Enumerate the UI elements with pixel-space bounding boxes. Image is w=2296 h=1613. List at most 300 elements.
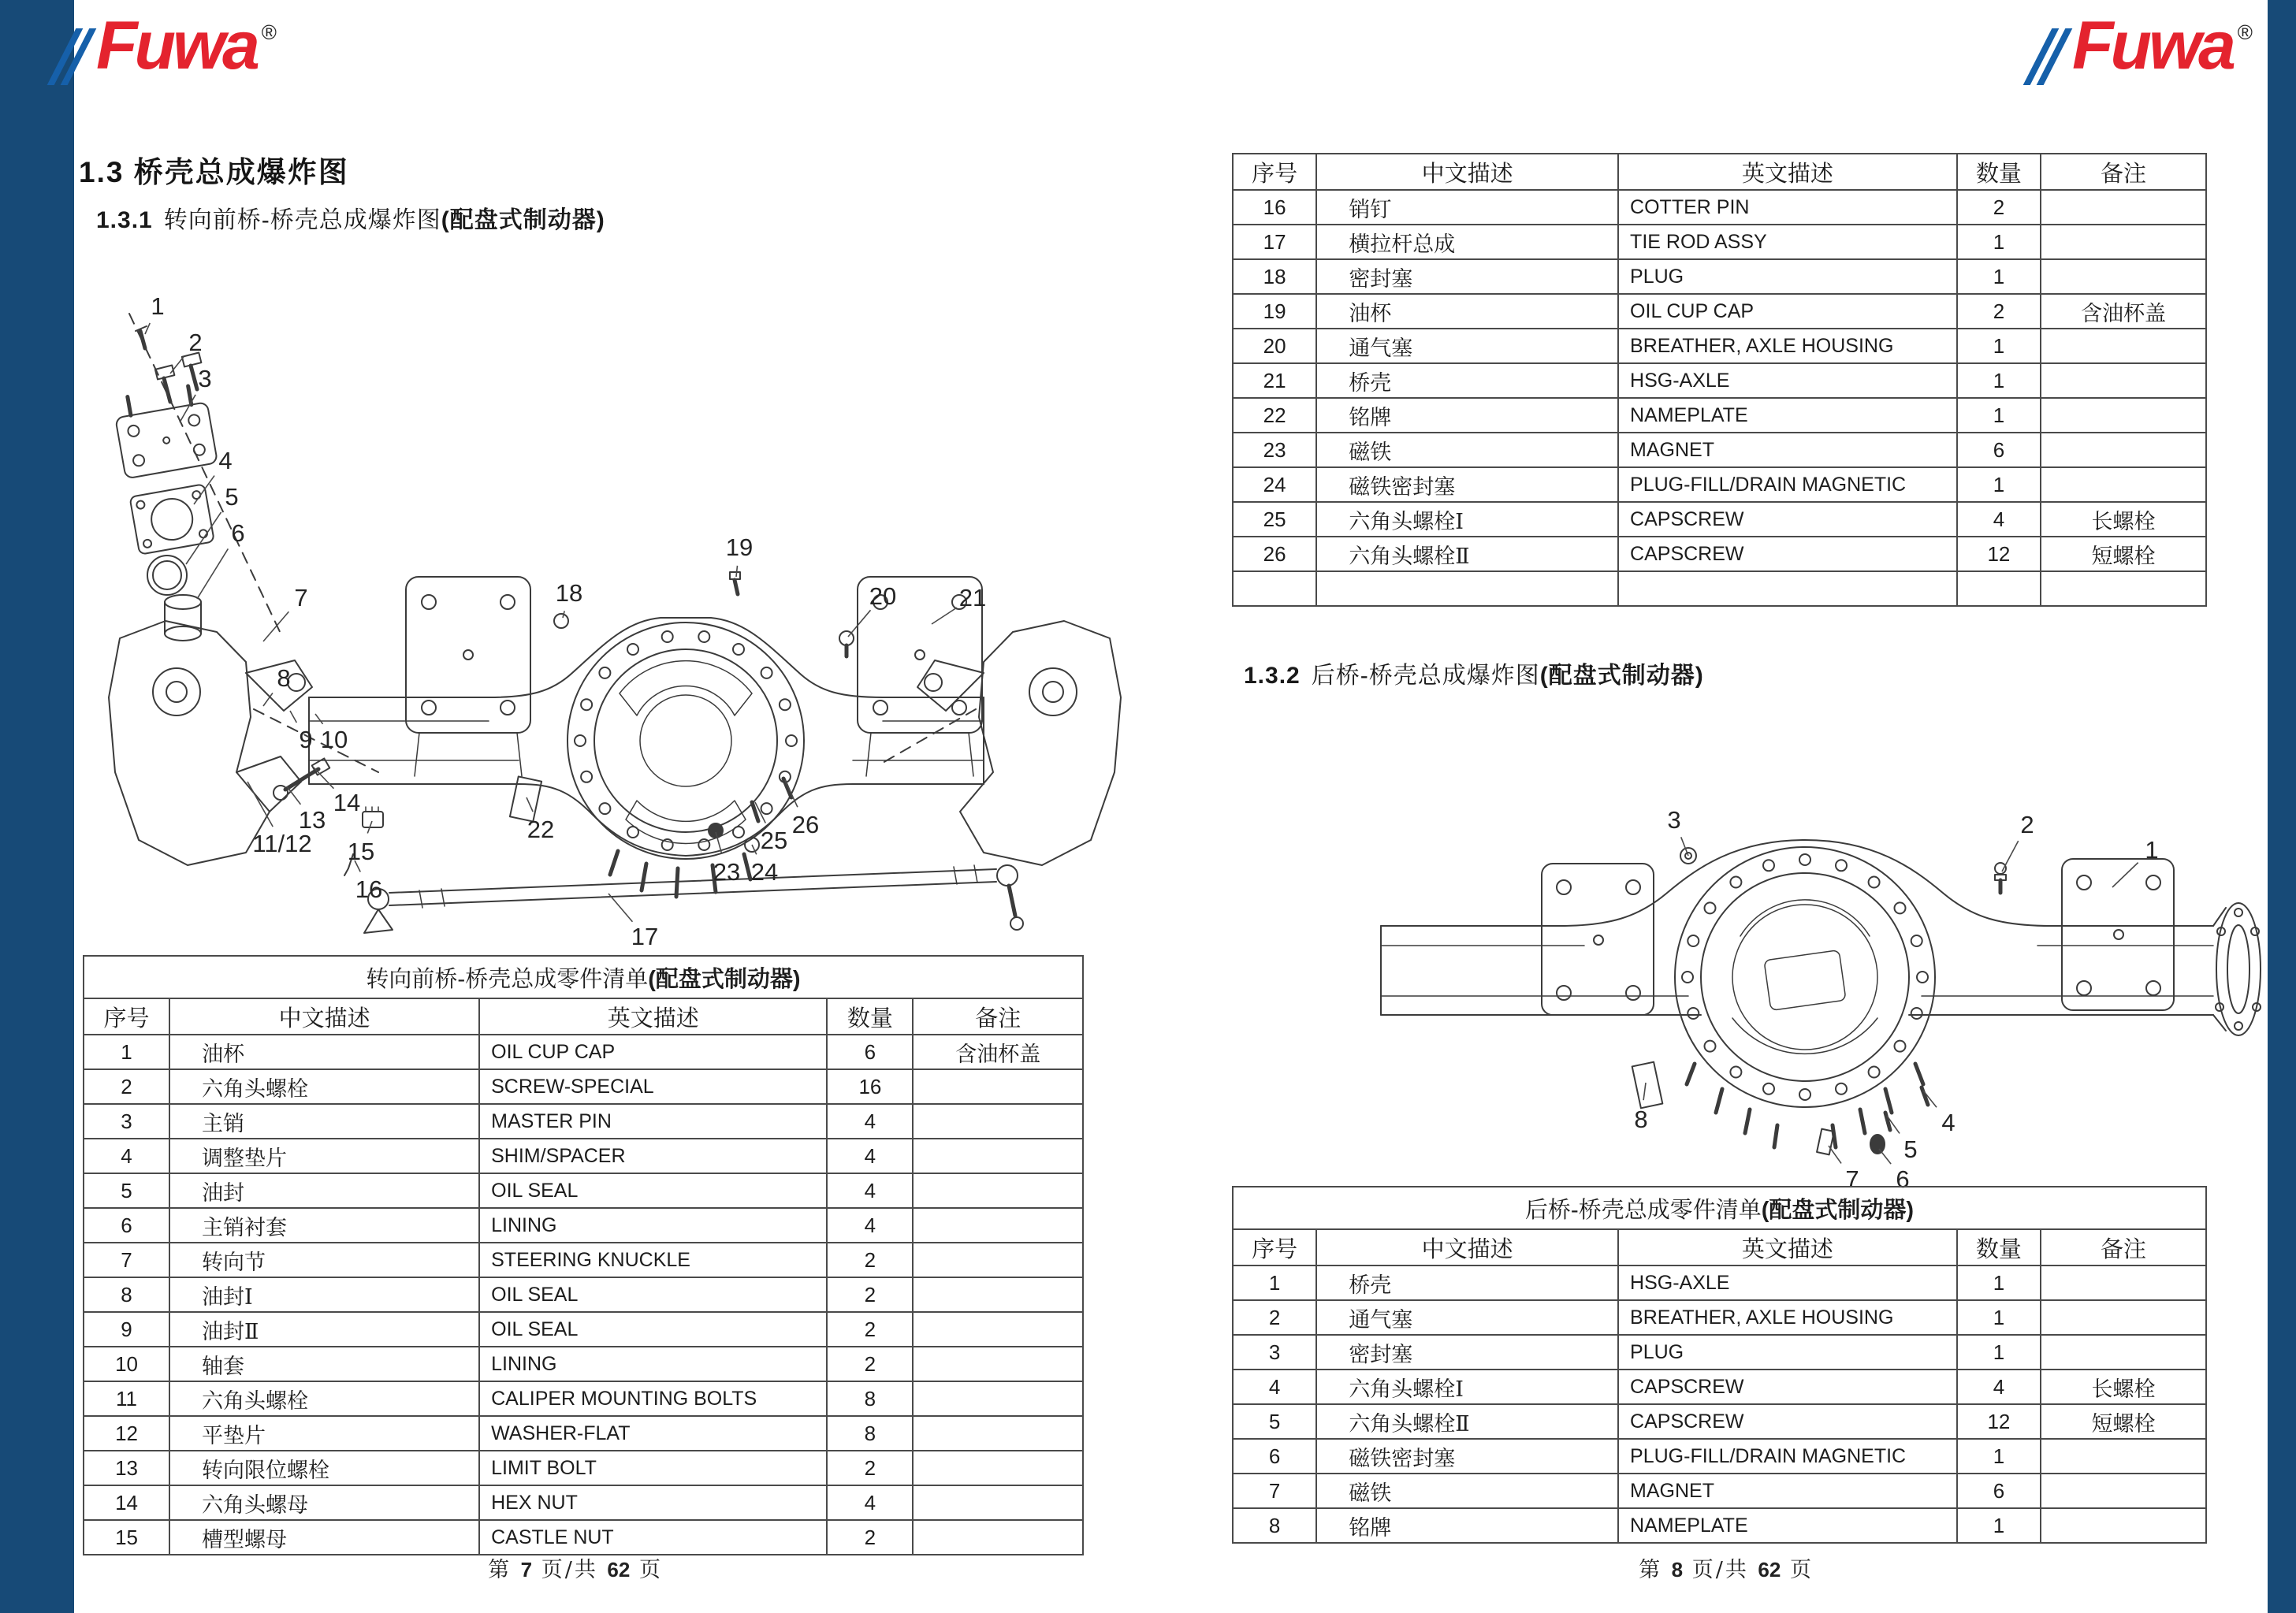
cell-qty: 2 — [1957, 294, 2041, 329]
table-row — [1233, 1404, 2206, 1439]
cell-note: 长螺栓 — [2041, 502, 2206, 537]
cell-qty: 2 — [827, 1520, 913, 1555]
cell-cn — [1316, 571, 1618, 606]
cell-no: 5 — [1233, 1404, 1316, 1439]
callout-label: 16 — [355, 875, 383, 903]
bolt-hole — [1911, 1008, 1922, 1019]
table-row — [1233, 398, 2206, 433]
callout-label: 22 — [527, 816, 555, 843]
logo-wordmark: Fuwa — [96, 8, 257, 84]
cell-en: HSG-AXLE — [1618, 363, 1957, 398]
cell-en: STEERING KNUCKLE — [479, 1243, 827, 1277]
cell-cn: 油封Ⅱ — [169, 1312, 479, 1347]
cell-qty: 4 — [827, 1485, 913, 1520]
col-header-qty: 数量 — [827, 998, 913, 1035]
front-axle-parts-table — [83, 955, 1084, 1555]
cell-en: MASTER PIN — [479, 1104, 827, 1139]
cell-qty: 2 — [827, 1347, 913, 1381]
table-row — [84, 1347, 1083, 1381]
section-heading-1-3-2 — [1244, 656, 1704, 690]
table-row — [1233, 571, 2206, 606]
table-row — [84, 1485, 1083, 1520]
cell-no: 21 — [1233, 363, 1316, 398]
cell-qty: 6 — [1957, 1474, 2041, 1508]
table-row — [1233, 502, 2206, 537]
bolt-hole — [662, 631, 673, 642]
cell-en: OIL SEAL — [479, 1173, 827, 1208]
callout-label: 7 — [1845, 1165, 1859, 1190]
cell-qty: 1 — [1957, 1439, 2041, 1474]
col-header-note: 备注 — [913, 998, 1083, 1035]
diff-flange-bolt-ring — [1682, 854, 1928, 1100]
cell-note — [2041, 571, 2206, 606]
bolt-hole — [786, 735, 797, 746]
fuwa-logo — [2037, 8, 2253, 109]
cell-en: OIL CUP CAP — [1618, 294, 1957, 329]
cell-en: CAPSCREW — [1618, 1404, 1957, 1439]
logo-wordmark: Fuwa — [2072, 8, 2233, 84]
callout-leader-line — [563, 611, 564, 618]
cell-note — [2041, 225, 2206, 259]
cell-cn: 六角头螺栓 — [169, 1069, 479, 1104]
table-title: 转向前桥-桥壳总成零件清单 — [366, 964, 649, 992]
cell-en: MAGNET — [1618, 433, 1957, 467]
cell-note — [913, 1243, 1083, 1277]
cell-note: 短螺栓 — [2041, 537, 2206, 571]
cell-no: 9 — [84, 1312, 169, 1347]
heading-text: 转向前桥-桥壳总成爆炸图 — [163, 207, 441, 233]
cell-no: 8 — [1233, 1508, 1316, 1543]
table-title-row — [84, 956, 1083, 998]
bolt-hole — [1688, 1008, 1699, 1019]
cell-cn: 六角头螺母 — [169, 1485, 479, 1520]
table-row — [84, 1139, 1083, 1173]
cell-no: 24 — [1233, 467, 1316, 502]
callout-leader-line — [1681, 837, 1688, 856]
bolt-hole — [1917, 972, 1928, 983]
bolt-hole — [1730, 877, 1741, 888]
cell-qty: 1 — [1957, 259, 2041, 294]
cell-en: OIL SEAL — [479, 1312, 827, 1347]
callout-leader-line — [263, 611, 288, 641]
cell-qty: 8 — [827, 1381, 913, 1416]
callout-label: 14 — [333, 789, 361, 816]
bolt-hole — [761, 803, 772, 814]
callout-leader-line — [736, 566, 737, 577]
cell-en: COTTER PIN — [1618, 190, 1957, 225]
callout-leader-line — [247, 782, 273, 827]
cell-en: HSG-AXLE — [1618, 1265, 1957, 1300]
cell-note: 含油杯盖 — [913, 1035, 1083, 1069]
rear-axle-parts-table — [1232, 1186, 2207, 1544]
cell-en: CAPSCREW — [1618, 1370, 1957, 1404]
table-row — [1233, 363, 2206, 398]
cell-qty: 4 — [827, 1139, 913, 1173]
cell-note — [2041, 398, 2206, 433]
cell-cn: 铭牌 — [1316, 1508, 1618, 1543]
cell-note — [913, 1416, 1083, 1451]
cell-note — [913, 1381, 1083, 1416]
heading-bold-text: (配盘式制动器) — [441, 207, 605, 233]
cell-no: 11 — [84, 1381, 169, 1416]
callout-leader-line — [315, 714, 323, 724]
bolt-hole — [1763, 1083, 1774, 1095]
cell-en: PLUG-FILL/DRAIN MAGNETIC — [1618, 467, 1957, 502]
bolt-hole — [1688, 935, 1699, 946]
cell-cn: 六角头螺栓Ⅱ — [1316, 1404, 1618, 1439]
bolt-hole — [698, 631, 709, 642]
bolt-hole — [627, 644, 638, 655]
registered-mark: ® — [2237, 20, 2253, 44]
cell-qty: 4 — [1957, 502, 2041, 537]
rear-diagram-callouts — [1634, 806, 2158, 1190]
cell-no: 2 — [1233, 1300, 1316, 1335]
col-header-cn: 中文描述 — [1316, 1229, 1618, 1265]
cell-no: 15 — [84, 1520, 169, 1555]
footer-text: 页 — [638, 1558, 663, 1582]
cell-en: BREATHER, AXLE HOUSING — [1618, 1300, 1957, 1335]
footer-total-pages: 62 — [1758, 1558, 1781, 1581]
cell-no: 10 — [84, 1347, 169, 1381]
table-row — [1233, 467, 2206, 502]
section-heading-1-3: 1.3 桥壳总成爆炸图 — [79, 156, 349, 188]
bolt-hole — [1763, 860, 1774, 871]
col-header-en: 英文描述 — [1618, 1229, 1957, 1265]
heading-bold-text: (配盘式制动器) — [1539, 663, 1704, 689]
cell-en: OIL SEAL — [479, 1277, 827, 1312]
callout-label: 13 — [298, 806, 326, 834]
cell-qty: 1 — [1957, 398, 2041, 433]
cell-cn: 主销 — [169, 1104, 479, 1139]
table-row — [84, 1243, 1083, 1277]
cell-cn: 销钉 — [1316, 190, 1618, 225]
bolt-hole — [599, 803, 610, 814]
bolt-hole — [1869, 877, 1880, 888]
callout-label: 19 — [725, 533, 754, 561]
callout-label: 21 — [958, 584, 987, 611]
table-row — [1233, 433, 2206, 467]
callout-leader-line — [848, 610, 870, 637]
bolt-hole — [1836, 1083, 1847, 1095]
cell-qty: 1 — [1957, 467, 2041, 502]
cell-no: 25 — [1233, 502, 1316, 537]
table-row — [1233, 294, 2206, 329]
table-row — [1233, 225, 2206, 259]
cell-en: CASTLE NUT — [479, 1520, 827, 1555]
col-header-en: 英文描述 — [1618, 154, 1957, 190]
bolt-hole — [1836, 860, 1847, 871]
bolt-hole — [1705, 1041, 1716, 1052]
cell-no: 14 — [84, 1485, 169, 1520]
cell-note — [2041, 1300, 2206, 1335]
footer-text: 第 — [1639, 1558, 1663, 1582]
callout-label: 1 — [151, 292, 165, 320]
footer-text: 页/共 — [1691, 1558, 1749, 1582]
cell-cn: 主销衬套 — [169, 1208, 479, 1243]
table-title: 后桥-桥壳总成零件清单 — [1524, 1195, 1762, 1223]
cell-cn: 转向限位螺栓 — [169, 1451, 479, 1485]
bolt-hole — [599, 667, 610, 678]
callout-label: 4 — [218, 447, 233, 474]
cell-en: PLUG — [1618, 259, 1957, 294]
cell-cn: 横拉杆总成 — [1316, 225, 1618, 259]
cell-note: 含油杯盖 — [2041, 294, 2206, 329]
callout-label: 26 — [791, 811, 820, 838]
cell-qty: 1 — [1957, 1508, 2041, 1543]
bolt-hole — [761, 667, 772, 678]
cell-no — [1233, 571, 1316, 606]
cell-en: MAGNET — [1618, 1474, 1957, 1508]
callout-label: 3 — [198, 365, 212, 392]
cell-no: 5 — [84, 1173, 169, 1208]
col-header-qty: 数量 — [1957, 154, 2041, 190]
bolt-hole — [1869, 1067, 1880, 1078]
cell-en: TIE ROD ASSY — [1618, 225, 1957, 259]
cell-cn: 油杯 — [1316, 294, 1618, 329]
cell-qty: 1 — [1957, 363, 2041, 398]
cell-note: 长螺栓 — [2041, 1370, 2206, 1404]
col-header-note: 备注 — [2041, 154, 2206, 190]
cell-cn: 密封塞 — [1316, 259, 1618, 294]
callout-label: 9 — [299, 726, 313, 753]
callout-label: 2 — [2020, 811, 2034, 838]
cell-cn: 磁铁 — [1316, 433, 1618, 467]
callout-label: 6 — [1896, 1165, 1910, 1190]
cell-no: 13 — [84, 1451, 169, 1485]
cell-note — [2041, 1474, 2206, 1508]
cell-no: 23 — [1233, 433, 1316, 467]
cell-note — [2041, 259, 2206, 294]
cell-no: 8 — [84, 1277, 169, 1312]
callout-label: 2 — [188, 329, 203, 356]
cell-no: 26 — [1233, 537, 1316, 571]
table-row — [84, 1312, 1083, 1347]
table-row — [84, 1104, 1083, 1139]
cell-en: HEX NUT — [479, 1485, 827, 1520]
cell-qty: 4 — [827, 1208, 913, 1243]
col-header-note: 备注 — [2041, 1229, 2206, 1265]
cell-en: LINING — [479, 1347, 827, 1381]
cell-en: PLUG-FILL/DRAIN MAGNETIC — [1618, 1439, 1957, 1474]
cell-en: SCREW-SPECIAL — [479, 1069, 827, 1104]
cell-note — [913, 1485, 1083, 1520]
cell-note — [2041, 1439, 2206, 1474]
bolt-hole — [1799, 854, 1810, 865]
cell-en: LINING — [479, 1208, 827, 1243]
cell-cn: 磁铁 — [1316, 1474, 1618, 1508]
cell-qty: 2 — [1957, 190, 2041, 225]
table-row — [84, 1416, 1083, 1451]
callout-leader-line — [1879, 1149, 1891, 1164]
table-row — [84, 1277, 1083, 1312]
cell-qty: 6 — [1957, 433, 2041, 467]
callout-label: 23 — [713, 858, 741, 886]
table-row — [1233, 1508, 2206, 1543]
table-row — [1233, 259, 2206, 294]
cell-en: NAMEPLATE — [1618, 1508, 1957, 1543]
cell-note — [2041, 1265, 2206, 1300]
cell-no: 6 — [1233, 1439, 1316, 1474]
footer-text: 第 — [488, 1558, 512, 1582]
table-row — [84, 1035, 1083, 1069]
cell-cn: 磁铁密封塞 — [1316, 1439, 1618, 1474]
cell-note — [2041, 190, 2206, 225]
table-row — [1233, 1265, 2206, 1300]
cell-qty: 4 — [827, 1104, 913, 1139]
cell-en: CAPSCREW — [1618, 502, 1957, 537]
cell-note — [913, 1312, 1083, 1347]
cell-qty: 1 — [1957, 1265, 2041, 1300]
callout-leader-line — [194, 476, 214, 504]
cell-qty: 2 — [827, 1243, 913, 1277]
table-title-bold: (配盘式制动器) — [648, 966, 801, 992]
cell-no: 2 — [84, 1069, 169, 1104]
cell-no: 1 — [1233, 1265, 1316, 1300]
cell-qty: 6 — [827, 1035, 913, 1069]
table-row — [1233, 1335, 2206, 1370]
bolt-hole — [1799, 1089, 1810, 1100]
cell-note — [913, 1139, 1083, 1173]
cell-qty: 4 — [1957, 1370, 2041, 1404]
rear-axle-exploded-diagram — [1324, 733, 2286, 1190]
logo-slashes-icon — [61, 28, 88, 85]
callout-label: 18 — [555, 579, 583, 607]
cell-cn: 平垫片 — [169, 1416, 479, 1451]
callout-leader-line — [2002, 841, 2019, 872]
callout-leader-line — [1643, 1083, 1646, 1100]
bolt-hole — [1682, 972, 1693, 983]
cell-note — [2041, 363, 2206, 398]
cell-en — [1618, 571, 1957, 606]
table-row — [84, 1381, 1083, 1416]
cell-qty: 16 — [827, 1069, 913, 1104]
callout-label: 25 — [760, 827, 788, 854]
table-row — [84, 1173, 1083, 1208]
cell-en: WASHER-FLAT — [479, 1416, 827, 1451]
callout-label: 3 — [1667, 806, 1681, 834]
logo-slashes-icon — [2037, 28, 2064, 85]
footer-text: 页 — [1789, 1558, 1814, 1582]
callout-label: 6 — [231, 519, 245, 547]
footer-page-number: 8 — [1671, 1558, 1684, 1581]
cell-no: 7 — [1233, 1474, 1316, 1508]
callout-leader-line — [180, 395, 195, 422]
cell-no: 4 — [1233, 1370, 1316, 1404]
cell-no: 17 — [1233, 225, 1316, 259]
callout-label: 17 — [631, 923, 659, 950]
cell-cn: 油杯 — [169, 1035, 479, 1069]
cell-en: CALIPER MOUNTING BOLTS — [479, 1381, 827, 1416]
table-row — [1233, 1300, 2206, 1335]
callout-label: 15 — [347, 838, 375, 865]
heading-text: 后桥-桥壳总成爆炸图 — [1311, 663, 1540, 689]
cell-en: PLUG — [1618, 1335, 1957, 1370]
col-header-no: 序号 — [1233, 154, 1316, 190]
callout-leader-line — [932, 608, 957, 624]
cell-qty — [1957, 571, 2041, 606]
callout-label: 8 — [1634, 1106, 1648, 1133]
cell-no: 20 — [1233, 329, 1316, 363]
cell-en: NAMEPLATE — [1618, 398, 1957, 433]
table-row — [84, 1208, 1083, 1243]
fuwa-logo — [61, 8, 277, 109]
cell-note — [913, 1520, 1083, 1555]
cell-no: 19 — [1233, 294, 1316, 329]
rear-axle-parts-table-container — [1232, 1186, 2207, 1544]
cell-qty: 12 — [1957, 537, 2041, 571]
heading-number: 1.3.1 — [96, 207, 153, 233]
cell-note — [913, 1069, 1083, 1104]
callout-label: 1 — [2145, 836, 2159, 864]
page-footer — [426, 1552, 725, 1583]
cell-note — [913, 1277, 1083, 1312]
cell-note — [913, 1451, 1083, 1485]
callout-label: 11/12 — [252, 830, 312, 857]
table-title-row — [1233, 1187, 2206, 1229]
cell-cn: 磁铁密封塞 — [1316, 467, 1618, 502]
bolt-hole — [1895, 1041, 1906, 1052]
callout-label: 8 — [277, 664, 291, 692]
table-row — [1233, 537, 2206, 571]
cell-cn: 调整垫片 — [169, 1139, 479, 1173]
front-axle-parts-table-continued — [1232, 153, 2207, 607]
cell-cn: 铭牌 — [1316, 398, 1618, 433]
table-row — [84, 1520, 1083, 1555]
cell-en: CAPSCREW — [1618, 537, 1957, 571]
cell-qty: 4 — [827, 1173, 913, 1208]
bolt-hole — [581, 771, 592, 782]
cell-no: 4 — [84, 1139, 169, 1173]
table-header-row — [1233, 1229, 2206, 1265]
cell-en: LIMIT BOLT — [479, 1451, 827, 1485]
col-header-en: 英文描述 — [479, 998, 827, 1035]
callout-leader-line — [752, 845, 757, 854]
registered-mark: ® — [261, 20, 277, 44]
cell-note — [2041, 1508, 2206, 1543]
cell-cn: 油封 — [169, 1173, 479, 1208]
cell-qty: 2 — [827, 1277, 913, 1312]
callout-leader-line — [145, 323, 150, 334]
col-header-no: 序号 — [84, 998, 169, 1035]
cell-no: 22 — [1233, 398, 1316, 433]
cell-qty: 1 — [1957, 329, 2041, 363]
callout-label: 7 — [294, 584, 308, 611]
cell-note — [913, 1208, 1083, 1243]
cell-qty: 2 — [827, 1451, 913, 1485]
cell-cn: 通气塞 — [1316, 1300, 1618, 1335]
table-header-row — [1233, 154, 2206, 190]
cell-no: 6 — [84, 1208, 169, 1243]
page-footer — [1576, 1552, 1876, 1583]
bolt-hole — [575, 735, 586, 746]
col-header-cn: 中文描述 — [169, 998, 479, 1035]
bolt-hole — [780, 699, 791, 710]
footer-page-number: 7 — [520, 1558, 533, 1581]
cell-cn: 密封塞 — [1316, 1335, 1618, 1370]
cell-note — [913, 1347, 1083, 1381]
cell-cn: 转向节 — [169, 1243, 479, 1277]
table-row — [84, 1451, 1083, 1485]
cell-qty: 1 — [1957, 1335, 2041, 1370]
cell-en: BREATHER, AXLE HOUSING — [1618, 329, 1957, 363]
callout-label: 24 — [750, 858, 779, 886]
cell-cn: 槽型螺母 — [169, 1520, 479, 1555]
footer-total-pages: 62 — [607, 1558, 631, 1581]
table-row — [84, 1069, 1083, 1104]
cell-note — [2041, 1335, 2206, 1370]
cell-cn: 六角头螺栓 — [169, 1381, 479, 1416]
callout-label: 20 — [869, 582, 897, 610]
